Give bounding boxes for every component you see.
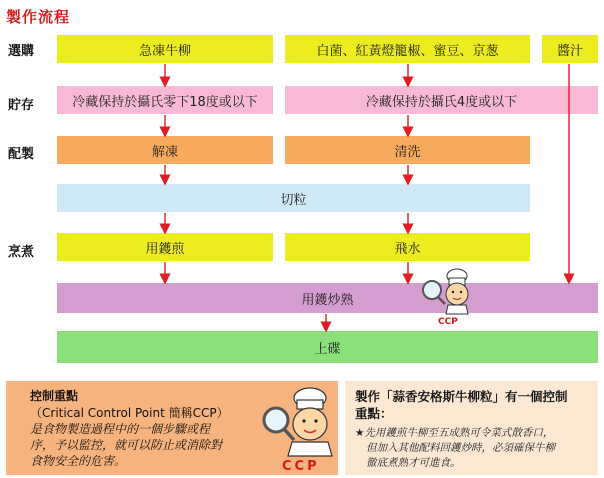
control-point-note-line3: 徹底煮熟才可進食。: [366, 457, 461, 469]
ccp-full-name: （Critical Control Point 簡稱CCP）: [30, 406, 229, 420]
box-vegetables: 白菌、紅黃燈籠椒、蜜豆、京葱: [285, 35, 530, 63]
box-beef-cook: 用鑊煎: [57, 233, 273, 261]
box-veg-storage: 冷藏保持於攝氏4度或以下: [285, 86, 598, 114]
ccp-desc-line2: 序，予以監控，就可以防止或消除對: [30, 438, 223, 452]
chef-ccp-large-icon: [262, 384, 338, 474]
box-thaw: 解凍: [57, 136, 273, 164]
control-point-title-line2: 重點：: [355, 406, 393, 421]
stage-cook: 烹煮: [8, 245, 35, 260]
control-point-note-line1: ★先用鑊煎牛柳至五成熟可令菜式散香口，: [355, 427, 554, 439]
stage-prep: 配製: [8, 147, 35, 162]
ccp-heading: 控制重點: [30, 389, 79, 403]
box-dice: 切粒: [57, 184, 530, 212]
ccp-desc-line1: 是食物製造過程中的一個步驟或程: [30, 422, 211, 436]
control-point-title-line1: 製作「蒜香安格斯牛柳粒」有一個控制: [355, 389, 568, 404]
ccp-label-small: CCP: [438, 317, 458, 327]
box-stir-fry: 用鑊炒熟: [57, 283, 598, 313]
box-veg-cook: 飛水: [285, 233, 530, 261]
chef-ccp-small-icon: [418, 266, 476, 328]
page-title: 製作流程: [6, 8, 71, 26]
box-beef-storage: 冷藏保持於攝氏零下18度或以下: [57, 86, 273, 114]
control-point-note-line2: 但加入其他配料回鑊炒時，必須確保牛柳: [366, 442, 555, 454]
stage-storage: 貯存: [8, 98, 35, 113]
box-serve: 上碟: [57, 331, 598, 363]
ccp-desc-line3: 食物安全的危害。: [30, 454, 127, 468]
box-beef: 急凍牛柳: [57, 35, 273, 63]
stage-purchase: 選購: [8, 44, 35, 59]
box-sauce: 醬汁: [542, 35, 598, 63]
box-wash: 清洗: [285, 136, 530, 164]
ccp-label-large: CCP: [282, 459, 320, 474]
